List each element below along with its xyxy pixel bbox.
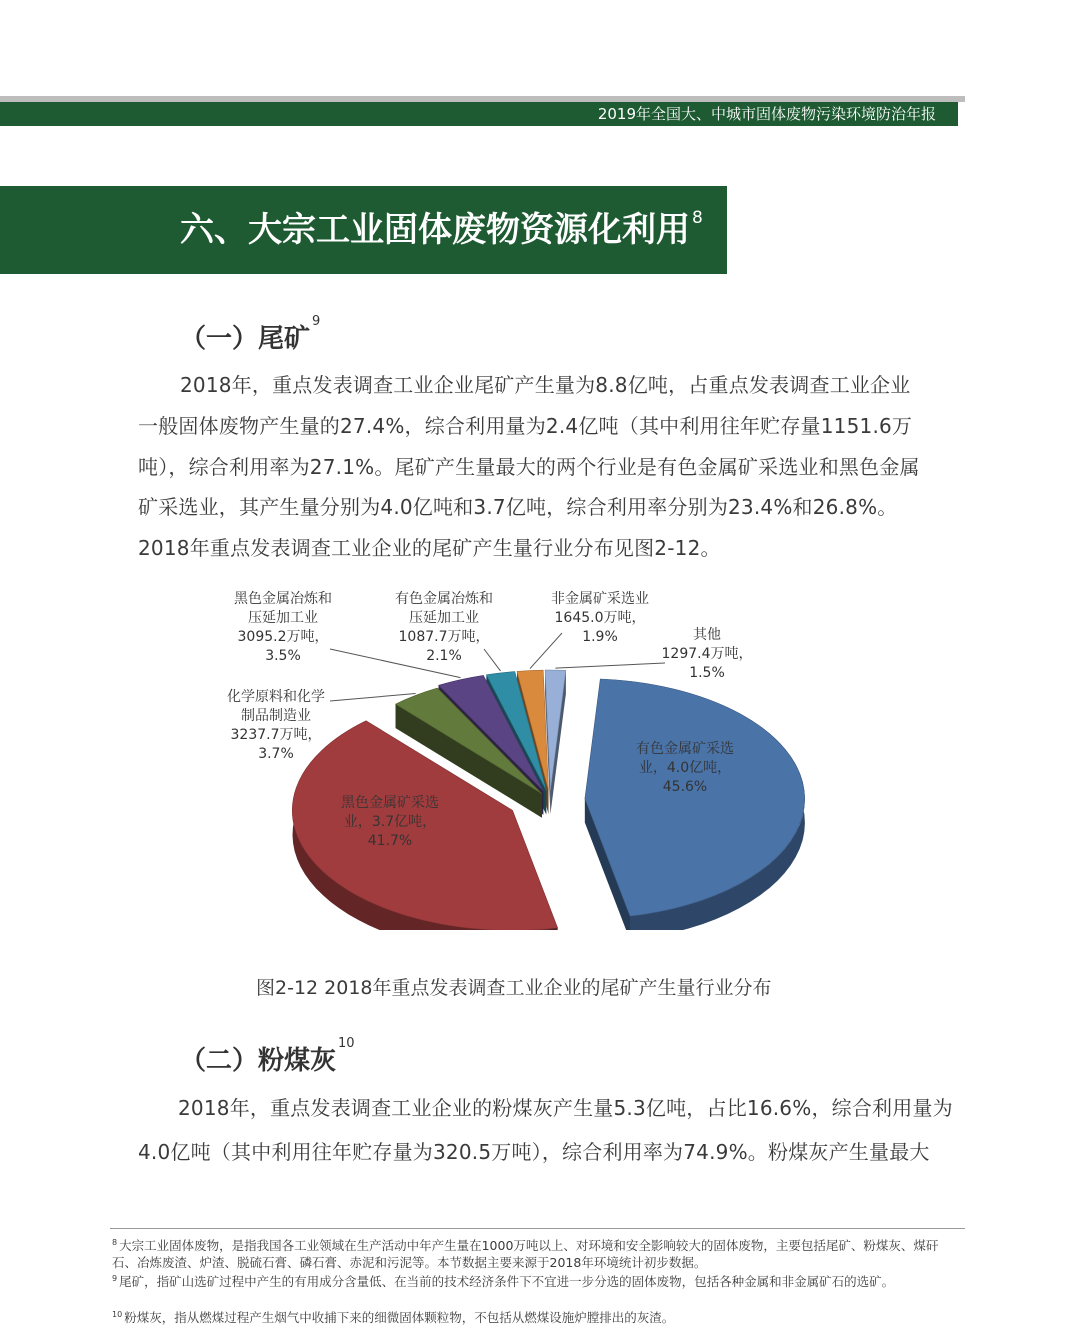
pie-chart-svg [190, 585, 890, 930]
flyash-line-1: 2018年，重点发表调查工业企业的粉煤灰产生量5.3亿吨，占比16.6%，综合利用量为 [178, 1096, 953, 1120]
pie-label-5-1: 1645.0万吨， [554, 610, 646, 626]
pie-label-0-1: 业，4.0亿吨， [638, 760, 732, 776]
pie-leader-line-2 [330, 694, 416, 702]
footnote-mark-8: 8 [112, 1238, 118, 1247]
report-title: 2019年全国大、中城市固体废物污染环境防治年报 [597, 105, 936, 123]
pie-leader-line-5 [530, 633, 562, 669]
pie-label-5-0: 非金属矿采选业 [551, 591, 649, 607]
pie-leader-line-6 [555, 663, 665, 668]
tailings-heading-text: （一）尾矿 [180, 324, 311, 354]
pie-label-1-2: 41.7% [367, 833, 413, 849]
footnote-mark-9: 9 [112, 1274, 118, 1283]
pie-label-4-3: 2.1% [426, 648, 462, 664]
pie-label-3-3: 3.5% [265, 648, 301, 664]
pie-label-3-1: 压延加工业 [248, 610, 318, 626]
tailings-line-3: 吨），综合利用率为27.1%。尾矿产生量最大的两个行业是有色金属矿采选业和黑色金属 [138, 455, 920, 479]
tailings-line-1: 2018年，重点发表调查工业企业尾矿产生量为8.8亿吨，占重点发表调查工业企业 [180, 373, 911, 397]
footnote-ref-9[interactable]: 9 [312, 314, 321, 329]
report-header [0, 102, 958, 126]
pie-label-6-0: 其他 [693, 627, 721, 643]
pie-label-0-2: 45.6% [662, 779, 708, 795]
pie-label-3-0: 黑色金属冶炼和 [234, 591, 332, 607]
footnote-text-9: 尾矿，指矿山选矿过程中产生的有用成分含量低、在当前的技术经济条件下不宜进一步分选的固体废物，包括各种金属和非金属矿石的选矿。 [119, 1274, 895, 1290]
tailings-line-5: 2018年重点发表调查工业企业的尾矿产生量行业分布见图2-12。 [138, 536, 721, 560]
section-banner [0, 186, 727, 274]
pie-label-6-1: 1297.4万吨， [661, 646, 753, 662]
pie-label-4-1: 压延加工业 [409, 610, 479, 626]
footnote-10 [112, 1306, 952, 1326]
footnote-ref-8[interactable]: 8 [692, 208, 703, 228]
flyash-heading-text: （二）粉煤灰 [180, 1046, 337, 1076]
pie-label-1-1: 业，3.7亿吨， [343, 814, 437, 830]
footnote-8 [112, 1234, 952, 1271]
pie-label-4-0: 有色金属冶炼和 [395, 591, 493, 607]
pie-label-2-0: 化学原料和化学 [227, 689, 325, 705]
pie-label-6-2: 1.5% [689, 665, 725, 681]
tailings-line-4: 矿采选业，其产生量分别为4.0亿吨和3.7亿吨，综合利用率分别为23.4%和26.8%。 [138, 495, 898, 519]
section-title: 六、大宗工业固体废物资源化利用 [180, 210, 690, 250]
pie-label-2-2: 3237.7万吨， [230, 727, 322, 743]
footnote-text-10: 粉煤灰，指从燃煤过程产生烟气中收捕下来的细微固体颗粒物，不包括从燃煤设施炉膛排出的灰渣。 [124, 1310, 675, 1326]
footnote-text-8: 大宗工业固体废物，是指我国各工业领域在生产活动中年产生量在1000万吨以上、对环境和安全影响较大的固体废物，主要包括尾矿、粉煤灰、煤矸石、冶炼废渣、炉渣、脱硫石膏、磷石膏、赤泥和污泥等。本节数据主要来源于2018年环境统计初步数据。 [112, 1238, 939, 1271]
pie-label-2-3: 3.7% [258, 746, 294, 762]
pie-label-2-1: 制品制造业 [241, 708, 311, 724]
flyash-line-2: 4.0亿吨（其中利用往年贮存量为320.5万吨），综合利用率为74.9%。粉煤灰产生量最大 [138, 1140, 930, 1164]
tailings-line-2: 一般固体废物产生量的27.4%，综合利用量为2.4亿吨（其中利用往年贮存量1151.6万 [138, 414, 913, 438]
flyash-heading [180, 1036, 355, 1077]
footnote-9 [112, 1270, 952, 1290]
pie-leader-line-4 [484, 649, 501, 671]
tailings-heading [180, 314, 321, 355]
pie-label-4-2: 1087.7万吨， [398, 629, 490, 645]
pie-label-0-0: 有色金属矿采选 [636, 741, 734, 757]
figure-caption: 图2-12 2018年重点发表调查工业企业的尾矿产生量行业分布 [256, 977, 772, 999]
footnote-mark-10: 10 [112, 1310, 123, 1319]
pie-label-3-2: 3095.2万吨， [237, 629, 329, 645]
pie-label-5-2: 1.9% [582, 629, 618, 645]
footnote-ref-10[interactable]: 10 [338, 1036, 355, 1051]
tailings-pie-chart [190, 585, 890, 930]
footnote-divider [110, 1228, 965, 1229]
pie-label-1-0: 黑色金属矿采选 [341, 795, 439, 811]
